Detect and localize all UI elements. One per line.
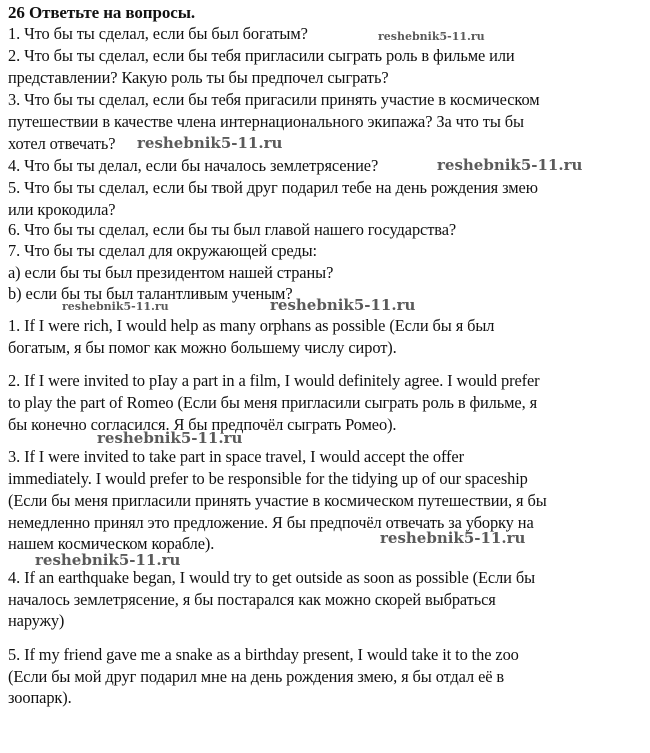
question-line: b) если бы ты был талантливым ученым? [8,284,293,303]
watermark: reshebnik5-11.ru [437,156,583,174]
question-line: 2. Что бы ты сделал, если бы тебя пригласили сыграть роль в фильме или [8,46,515,65]
watermark: reshebnik5-11.ru [97,429,243,447]
answer-line: нашем космическом корабле). [8,534,215,553]
answer-line: началось землетрясение, я бы постарался как можно скорей выбраться [8,590,496,609]
question-line: 6. Что бы ты сделал, если бы ты был главой нашего государства? [8,220,457,239]
answer-line: to play the part of Romeo (Если бы меня пригласили сыграть роль в фильме, я [8,393,538,412]
question-line: 4. Что бы ты делал, если бы началось землетрясение? [8,156,379,175]
watermark: reshebnik5-11.ru [35,551,181,569]
answer-line: богатым, я бы помог как можно большему числу сирот). [8,338,397,357]
answer-line: бы конечно согласился. Я бы предпочёл сыграть Ромео). [8,415,397,434]
question-line: путешествии в качестве члена интернационального экипажа? За что ты бы [8,112,524,131]
watermark: reshebnik5-11.ru [137,134,283,152]
answer-line: 2. If I were invited to pIay a part in a film, I would definitely agree. I would prefer [8,371,540,390]
watermark: reshebnik5-11.ru [380,529,526,547]
answer-line: immediately. I would prefer to be responsible for the tidying up of our spaceship [8,469,528,488]
watermark: reshebnik5-11.ru [270,296,416,314]
question-line: или крокодила? [8,200,116,219]
answer-line: немедленно принял это предложение. Я бы предпочёл отвечать за уборку на [8,513,534,532]
question-line: 5. Что бы ты сделал, если бы твой друг подарил тебе на день рождения змею [8,178,538,197]
question-line: 3. Что бы ты сделал, если бы тебя пригасили принять участие в космическом [8,90,540,109]
answer-line: (Если бы мой друг подарил мне на день рождения змею, я бы отдал её в [8,667,505,686]
answer-line: 3. If I were invited to take part in space travel, I would accept the offer [8,447,464,466]
question-line: хотел отвечать? [8,134,116,153]
answer-line: наружу) [8,611,65,630]
answer-line: 5. If my friend gave me a snake as a birthday present, I would take it to the zoo [8,645,519,664]
answer-line: 4. If an earthquake began, I would try to get outside as soon as possible (Если бы [8,568,535,587]
watermark: reshebnik5-11.ru [378,30,485,43]
question-line: 7. Что бы ты сделал для окружающей среды: [8,241,317,260]
answer-line: 1. If I were rich, I would help as many orphans as possible (Если бы я был [8,316,495,335]
answer-line: зоопарк). [8,688,72,707]
question-line: 1. Что бы ты сделал, если бы был богатым? [8,24,308,43]
question-line: a) если бы ты был президентом нашей страны? [8,263,334,282]
watermark: reshebnik5-11.ru [62,300,169,313]
question-line: представлении? Какую роль ты бы предпочел сыграть? [8,68,389,87]
page-heading: 26 Ответьте на вопросы. [8,3,196,22]
answer-line: (Если бы меня пригласили принять участие в космическом путешествии, я бы [8,491,547,510]
